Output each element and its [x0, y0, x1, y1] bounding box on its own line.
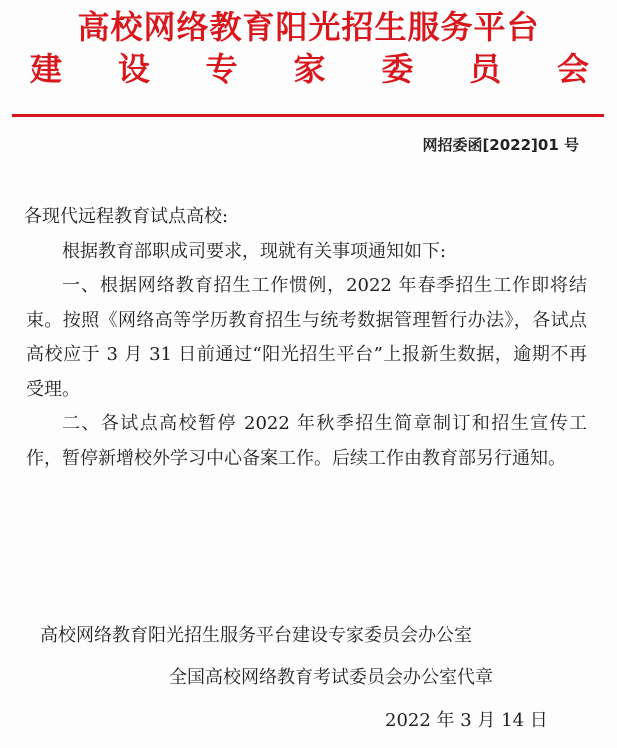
signature-office: 高校网络教育阳光招生服务平台建设专家委员会办公室 — [40, 625, 472, 646]
document-number: 网招委函[2022]01 号 — [422, 136, 579, 154]
header-char: 员 — [469, 50, 502, 88]
paragraph-intro: 根据教育部职成司要求，现就有关事项通知如下: — [62, 240, 447, 262]
header-title-line2 — [14, 48, 603, 90]
header-char: 专 — [205, 50, 238, 88]
document-header — [14, 6, 603, 90]
header-red-rule — [12, 114, 604, 117]
paragraph-item-2: 二、各试点高校暂停 2022 年秋季招生简章制订和招生宣传工作，暂停新增校外学习中心备案工作。后续工作由教育部另行通知。 — [26, 413, 587, 469]
header-char: 家 — [293, 50, 326, 88]
header-char: 建 — [30, 50, 63, 88]
header-char: 设 — [117, 50, 150, 88]
header-char: 委 — [381, 50, 414, 88]
header-char: 会 — [556, 50, 589, 88]
signature-proxy-seal: 全国高校网络教育考试委员会办公室代章 — [169, 667, 493, 688]
document-body — [0, 200, 617, 476]
paragraph-item-1: 一、根据网络教育招生工作惯例，2022 年春季招生工作即将结束。按照《网络高等学历教育招生与统考数据管理暂行办法》，各试点高校应于 3 月 31 日前通过“阳光招生平台”上报新生数据，逾期不再受理。 — [26, 275, 587, 400]
signature-date: 2022 年 3 月 14 日 — [385, 710, 548, 731]
header-title-line1: 高校网络教育阳光招生服务平台 — [77, 8, 540, 46]
salutation: 各现代远程教育试点高校: — [24, 206, 229, 227]
